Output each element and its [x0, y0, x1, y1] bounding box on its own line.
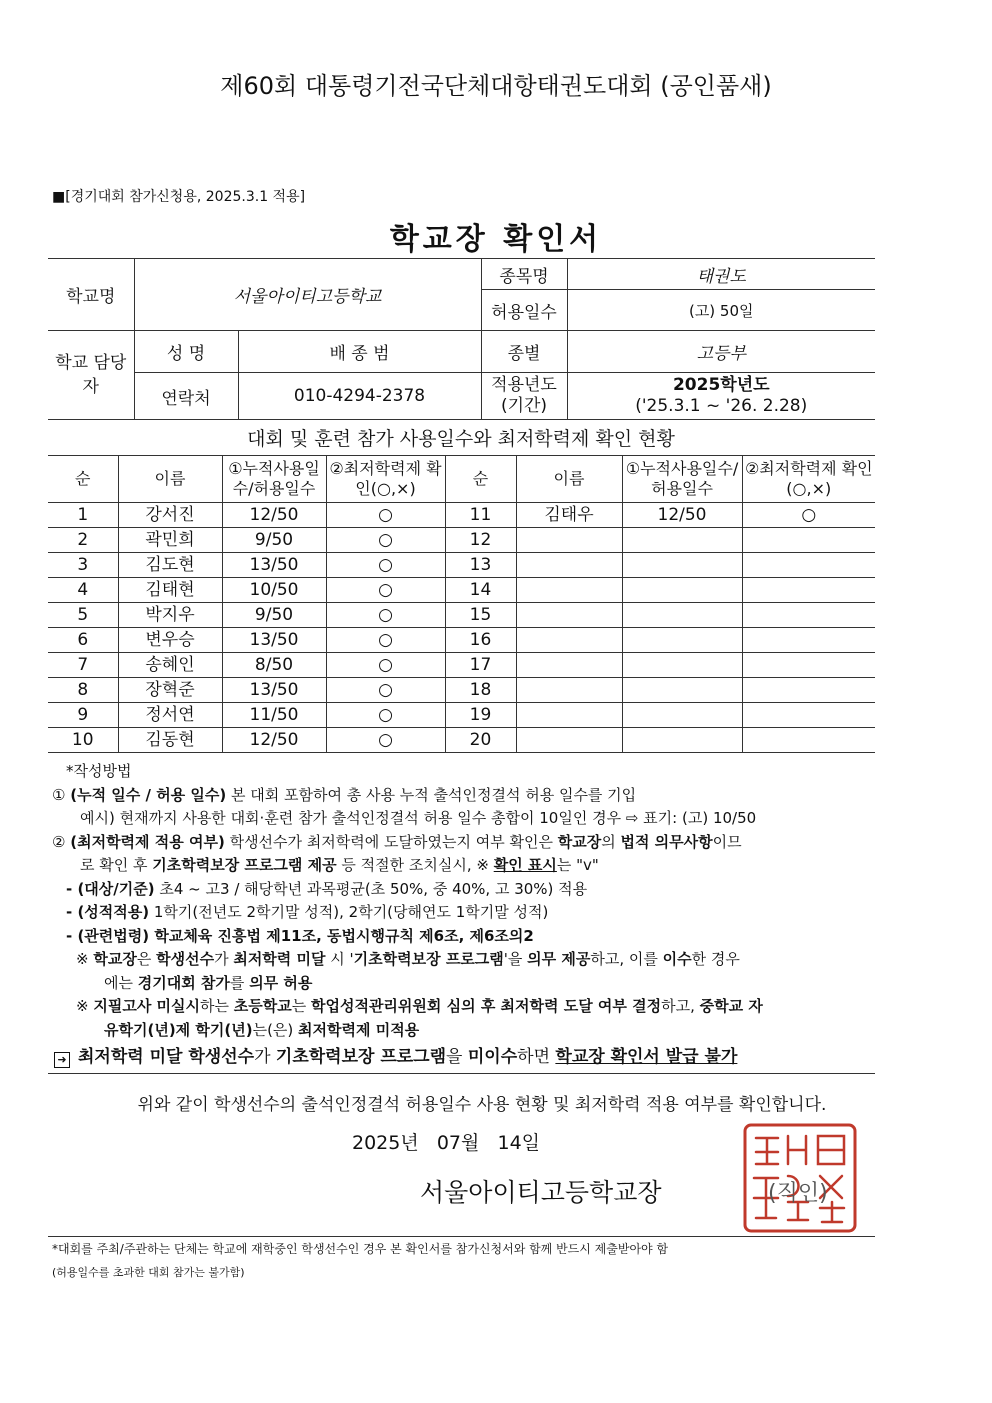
row-no-2: 20 [445, 728, 516, 753]
division-label: 종별 [481, 331, 567, 373]
row-no: 9 [48, 703, 118, 728]
remark-2 [52, 995, 882, 1019]
r1-line2-d: 의무 허용 [249, 973, 313, 992]
allow-days-label: 허용일수 [481, 290, 567, 331]
note-2-heading: (최저학력제 적용 여부) [70, 832, 225, 851]
header-days: ①누적사용일수/허용일수 [222, 456, 326, 503]
confirmation-text: 위와 같이 학생선수의 출석인정결석 허용일수 사용 현황 및 최저학력 적용 여부를 확인합니다. [137, 1095, 827, 1115]
r1-m: 한 경우 [691, 950, 740, 968]
header-check: ②최저학력제 확인(○,×) [326, 456, 445, 503]
warn-a: 최저학력 미달 학생선수 [78, 1047, 255, 1067]
warn-g: 학교장 확인서 발급 불가 [555, 1047, 738, 1067]
arrow-box-icon: ➜ [54, 1052, 70, 1068]
row-name-2 [516, 653, 622, 678]
row-check: ○ [326, 728, 445, 753]
seal-label: (직인) [768, 1181, 828, 1206]
issue-date: 2025년 07월 14일 [352, 1132, 541, 1154]
footer-note: *대회를 주최/주관하는 단체는 학교에 재학중인 학생선수인 경우 본 확인서를 참가신청서와 함께 반드시 제출받아야 함 [52, 1242, 669, 1256]
r2-c: 하는 [200, 997, 234, 1015]
detail-2-heading: - (성적적용) [66, 903, 150, 921]
footer-divider [48, 1236, 875, 1237]
row-name: 곽민희 [118, 528, 222, 553]
row-name-2 [516, 628, 622, 653]
row-no-2: 17 [445, 653, 516, 678]
detail-3-text: - (관련법령) 학교체육 진흥법 제11조, 동법시행규칙 제6조, 제6조의2 [66, 926, 534, 945]
remark-1-line2 [52, 972, 882, 996]
row-days: 9/50 [222, 603, 326, 628]
table-row [48, 728, 875, 753]
row-no-2: 11 [445, 503, 516, 528]
r1-line2-c: 를 [229, 973, 250, 992]
row-no-2: 16 [445, 628, 516, 653]
row-check-2: ○ [742, 503, 875, 528]
r1-k: 하고, 이를 [590, 950, 663, 968]
row-name: 김동현 [118, 728, 222, 753]
row-check-2 [742, 628, 875, 653]
row-days: 13/50 [222, 678, 326, 703]
student-table [48, 455, 875, 753]
r1-i: '을 [503, 950, 528, 968]
row-no-2: 18 [445, 678, 516, 703]
row-no-2: 19 [445, 703, 516, 728]
row-days-2 [622, 553, 742, 578]
row-days-2 [622, 528, 742, 553]
note-1-mark: ① [52, 785, 66, 804]
r2-a: ※ [76, 997, 94, 1015]
row-check-2 [742, 653, 875, 678]
row-no-2: 15 [445, 603, 516, 628]
r1-g: 시 ' [325, 950, 354, 968]
footer-subnote: (허용일수를 초과한 대회 참가는 불가함) [52, 1266, 245, 1279]
row-no: 5 [48, 603, 118, 628]
note-1-heading: (누적 일수 / 허용 일수) [70, 785, 227, 804]
row-check: ○ [326, 553, 445, 578]
table-row [48, 603, 875, 628]
note-2-text-c: 의 [601, 832, 621, 851]
r2-h: 중학교 자 [699, 997, 763, 1015]
row-check-2 [742, 603, 875, 628]
row-name-2 [516, 553, 622, 578]
row-days-2 [622, 703, 742, 728]
r2-f: 학업성적관리위원회 심의 후 최저학력 도달 여부 결정 [310, 997, 662, 1015]
table-row [48, 578, 875, 603]
r1-l: 이수 [662, 950, 692, 968]
form-tag: ■[경기대회 참가신청용, 2025.3.1 적용] [52, 189, 306, 205]
r1-a: ※ [76, 950, 94, 968]
warning-line [52, 1046, 882, 1070]
school-year-period: ('25.3.1 ~ '26. 2.28) [635, 396, 808, 416]
r1-h: 기초학력보장 프로그램 [353, 950, 504, 968]
note-2-line2-a: 로 확인 후 [80, 856, 153, 874]
row-name-2 [516, 703, 622, 728]
row-name-2 [516, 578, 622, 603]
row-no: 8 [48, 678, 118, 703]
row-no: 6 [48, 628, 118, 653]
row-name-2 [516, 678, 622, 703]
warn-d: 을 [446, 1047, 468, 1067]
note-2-mark: ② [52, 832, 66, 851]
row-days-2: 12/50 [622, 503, 742, 528]
r2-d: 초등학교 [233, 997, 292, 1015]
division-value: 고등부 [567, 331, 875, 373]
note-2-line2-underline: 확인 표시 [493, 856, 557, 874]
detail-1-heading: - (대상/기준) [66, 879, 155, 898]
table-row [48, 503, 875, 528]
row-name: 강서진 [118, 503, 222, 528]
r2-line2-c: 최저학력제 미적용 [298, 1020, 420, 1039]
header-check-2: ②최저학력제 확인(○,×) [742, 456, 875, 503]
r2-b: 지필고사 미실시 [93, 997, 200, 1015]
allow-days-value: (고) 50일 [567, 290, 875, 331]
table-row [48, 678, 875, 703]
note-2 [52, 831, 882, 855]
row-check: ○ [326, 628, 445, 653]
row-no: 7 [48, 653, 118, 678]
row-no: 3 [48, 553, 118, 578]
row-name: 박지우 [118, 603, 222, 628]
note-2-bold-b: 학교장 [557, 832, 602, 851]
row-days: 10/50 [222, 578, 326, 603]
divider [48, 1073, 875, 1074]
document-title: 학교장 확인서 [389, 222, 603, 257]
manager-name-value: 배 종 범 [238, 331, 481, 373]
note-2-line2-bold: 기초학력보장 프로그램 제공 [152, 856, 337, 874]
remark-2-line2 [52, 1019, 882, 1043]
row-days: 12/50 [222, 503, 326, 528]
manager-name-label: 성 명 [134, 331, 238, 373]
row-days-2 [622, 603, 742, 628]
warn-b: 가 [254, 1047, 276, 1067]
school-info-table [48, 258, 875, 420]
row-name: 정서연 [118, 703, 222, 728]
event-label: 종목명 [481, 259, 567, 290]
table-row [48, 703, 875, 728]
note-1 [52, 784, 882, 808]
row-days-2 [622, 728, 742, 753]
row-check-2 [742, 578, 875, 603]
table-row [48, 553, 875, 578]
row-check: ○ [326, 703, 445, 728]
header-no-2: 순 [445, 456, 516, 503]
row-check: ○ [326, 528, 445, 553]
row-name: 김태현 [118, 578, 222, 603]
row-days-2 [622, 628, 742, 653]
row-name-2 [516, 728, 622, 753]
header-no: 순 [48, 456, 118, 503]
row-name-2 [516, 603, 622, 628]
header-days-2: ①누적사용일수/허용일수 [622, 456, 742, 503]
row-check: ○ [326, 653, 445, 678]
detail-3 [52, 925, 882, 949]
row-days: 8/50 [222, 653, 326, 678]
table-row [48, 653, 875, 678]
row-check: ○ [326, 578, 445, 603]
school-year: 2025학년도 [672, 375, 770, 395]
row-no-2: 13 [445, 553, 516, 578]
section-title: 대회 및 훈련 참가 사용일수와 최저학력제 확인 현황 [247, 428, 675, 450]
row-days: 13/50 [222, 553, 326, 578]
instructions [52, 760, 882, 1070]
row-no-2: 14 [445, 578, 516, 603]
note-1-example: 예시) 현재까지 사용한 대회·훈련 참가 출석인정결석 허용 일수 총합이 10일인 경우 ⇨ 표기: (고) 10/50 [80, 809, 757, 827]
page-title: 제60회 대통령기전국단체대항태권도대회 (공인품새) [220, 72, 772, 100]
warn-e: 미이수 [467, 1047, 518, 1067]
note-2-line2-c: 는 "v" [556, 856, 599, 874]
r2-g: 하고, [661, 997, 700, 1015]
row-no: 10 [48, 728, 118, 753]
row-check: ○ [326, 503, 445, 528]
detail-2 [52, 901, 882, 925]
r1-f: 최저학력 미달 [233, 950, 326, 968]
row-check-2 [742, 553, 875, 578]
note-2-text-a: 학생선수가 최저학력에 도달하였는지 여부 확인은 [224, 832, 558, 851]
r1-c: 은 [136, 950, 157, 968]
note-1-text: 본 대회 포함하여 총 사용 누적 출석인정결석 허용 일수를 기입 [226, 785, 637, 804]
note-2-bold-d: 법적 의무사항 [620, 832, 713, 851]
row-no: 4 [48, 578, 118, 603]
row-name: 김도현 [118, 553, 222, 578]
instructions-title: *작성방법 [66, 762, 132, 780]
row-days-2 [622, 678, 742, 703]
row-no: 1 [48, 503, 118, 528]
warn-c: 기초학력보장 프로그램 [275, 1047, 447, 1067]
school-name-label: 학교명 [48, 259, 134, 331]
r1-line2-a: 에는 [104, 973, 138, 992]
r2-e: 는 [291, 997, 311, 1015]
table-row [48, 528, 875, 553]
r1-d: 학생선수 [156, 950, 215, 968]
contact-value: 010-4294-2378 [238, 373, 481, 420]
detail-2-text: 1학기(전년도 2학기말 성적), 2학기(당해연도 1학기말 성적) [149, 903, 549, 921]
row-check-2 [742, 703, 875, 728]
r1-line2-b: 경기대회 참가 [137, 973, 230, 992]
detail-1-text: 초4 ~ 고3 / 해당학년 과목평균(초 50%, 중 40%, 고 30%) 적용 [154, 879, 588, 898]
event-value: 태권도 [567, 259, 875, 290]
r1-j: 의무 제공 [527, 950, 591, 968]
row-days: 12/50 [222, 728, 326, 753]
row-name: 장혁준 [118, 678, 222, 703]
detail-1 [52, 878, 882, 902]
r1-e: 가 [214, 950, 234, 968]
r2-line2-b: 는(은) [252, 1020, 299, 1039]
manager-label: 학교 담당자 [48, 331, 134, 420]
school-name-value: 서울아이티고등학교 [134, 259, 481, 331]
row-check-2 [742, 528, 875, 553]
row-no-2: 12 [445, 528, 516, 553]
row-name-2 [516, 528, 622, 553]
row-days: 13/50 [222, 628, 326, 653]
table-row [48, 628, 875, 653]
row-no: 2 [48, 528, 118, 553]
note-2-text-e: 이므 [712, 832, 742, 851]
warn-f: 하면 [517, 1047, 556, 1067]
row-check: ○ [326, 603, 445, 628]
period-label: 적용년도 (기간) [481, 373, 567, 420]
row-days-2 [622, 653, 742, 678]
note-2-line2 [52, 854, 882, 878]
row-name: 변우승 [118, 628, 222, 653]
row-days: 11/50 [222, 703, 326, 728]
row-days-2 [622, 578, 742, 603]
r2-line2-a: 유학기(년)제 학기(년) [104, 1020, 253, 1039]
row-name: 송혜인 [118, 653, 222, 678]
row-check-2 [742, 678, 875, 703]
header-name: 이름 [118, 456, 222, 503]
r1-b: 학교장 [93, 950, 137, 968]
row-check: ○ [326, 678, 445, 703]
period-value [567, 373, 875, 420]
row-days: 9/50 [222, 528, 326, 553]
principal-name: 서울아이티고등학교장 [420, 1178, 662, 1207]
header-name-2: 이름 [516, 456, 622, 503]
contact-label: 연락처 [134, 373, 238, 420]
note-2-line2-b: 등 적절한 조치실시, ※ [336, 856, 494, 874]
remark-1 [52, 948, 882, 972]
row-name-2: 김태우 [516, 503, 622, 528]
row-check-2 [742, 728, 875, 753]
